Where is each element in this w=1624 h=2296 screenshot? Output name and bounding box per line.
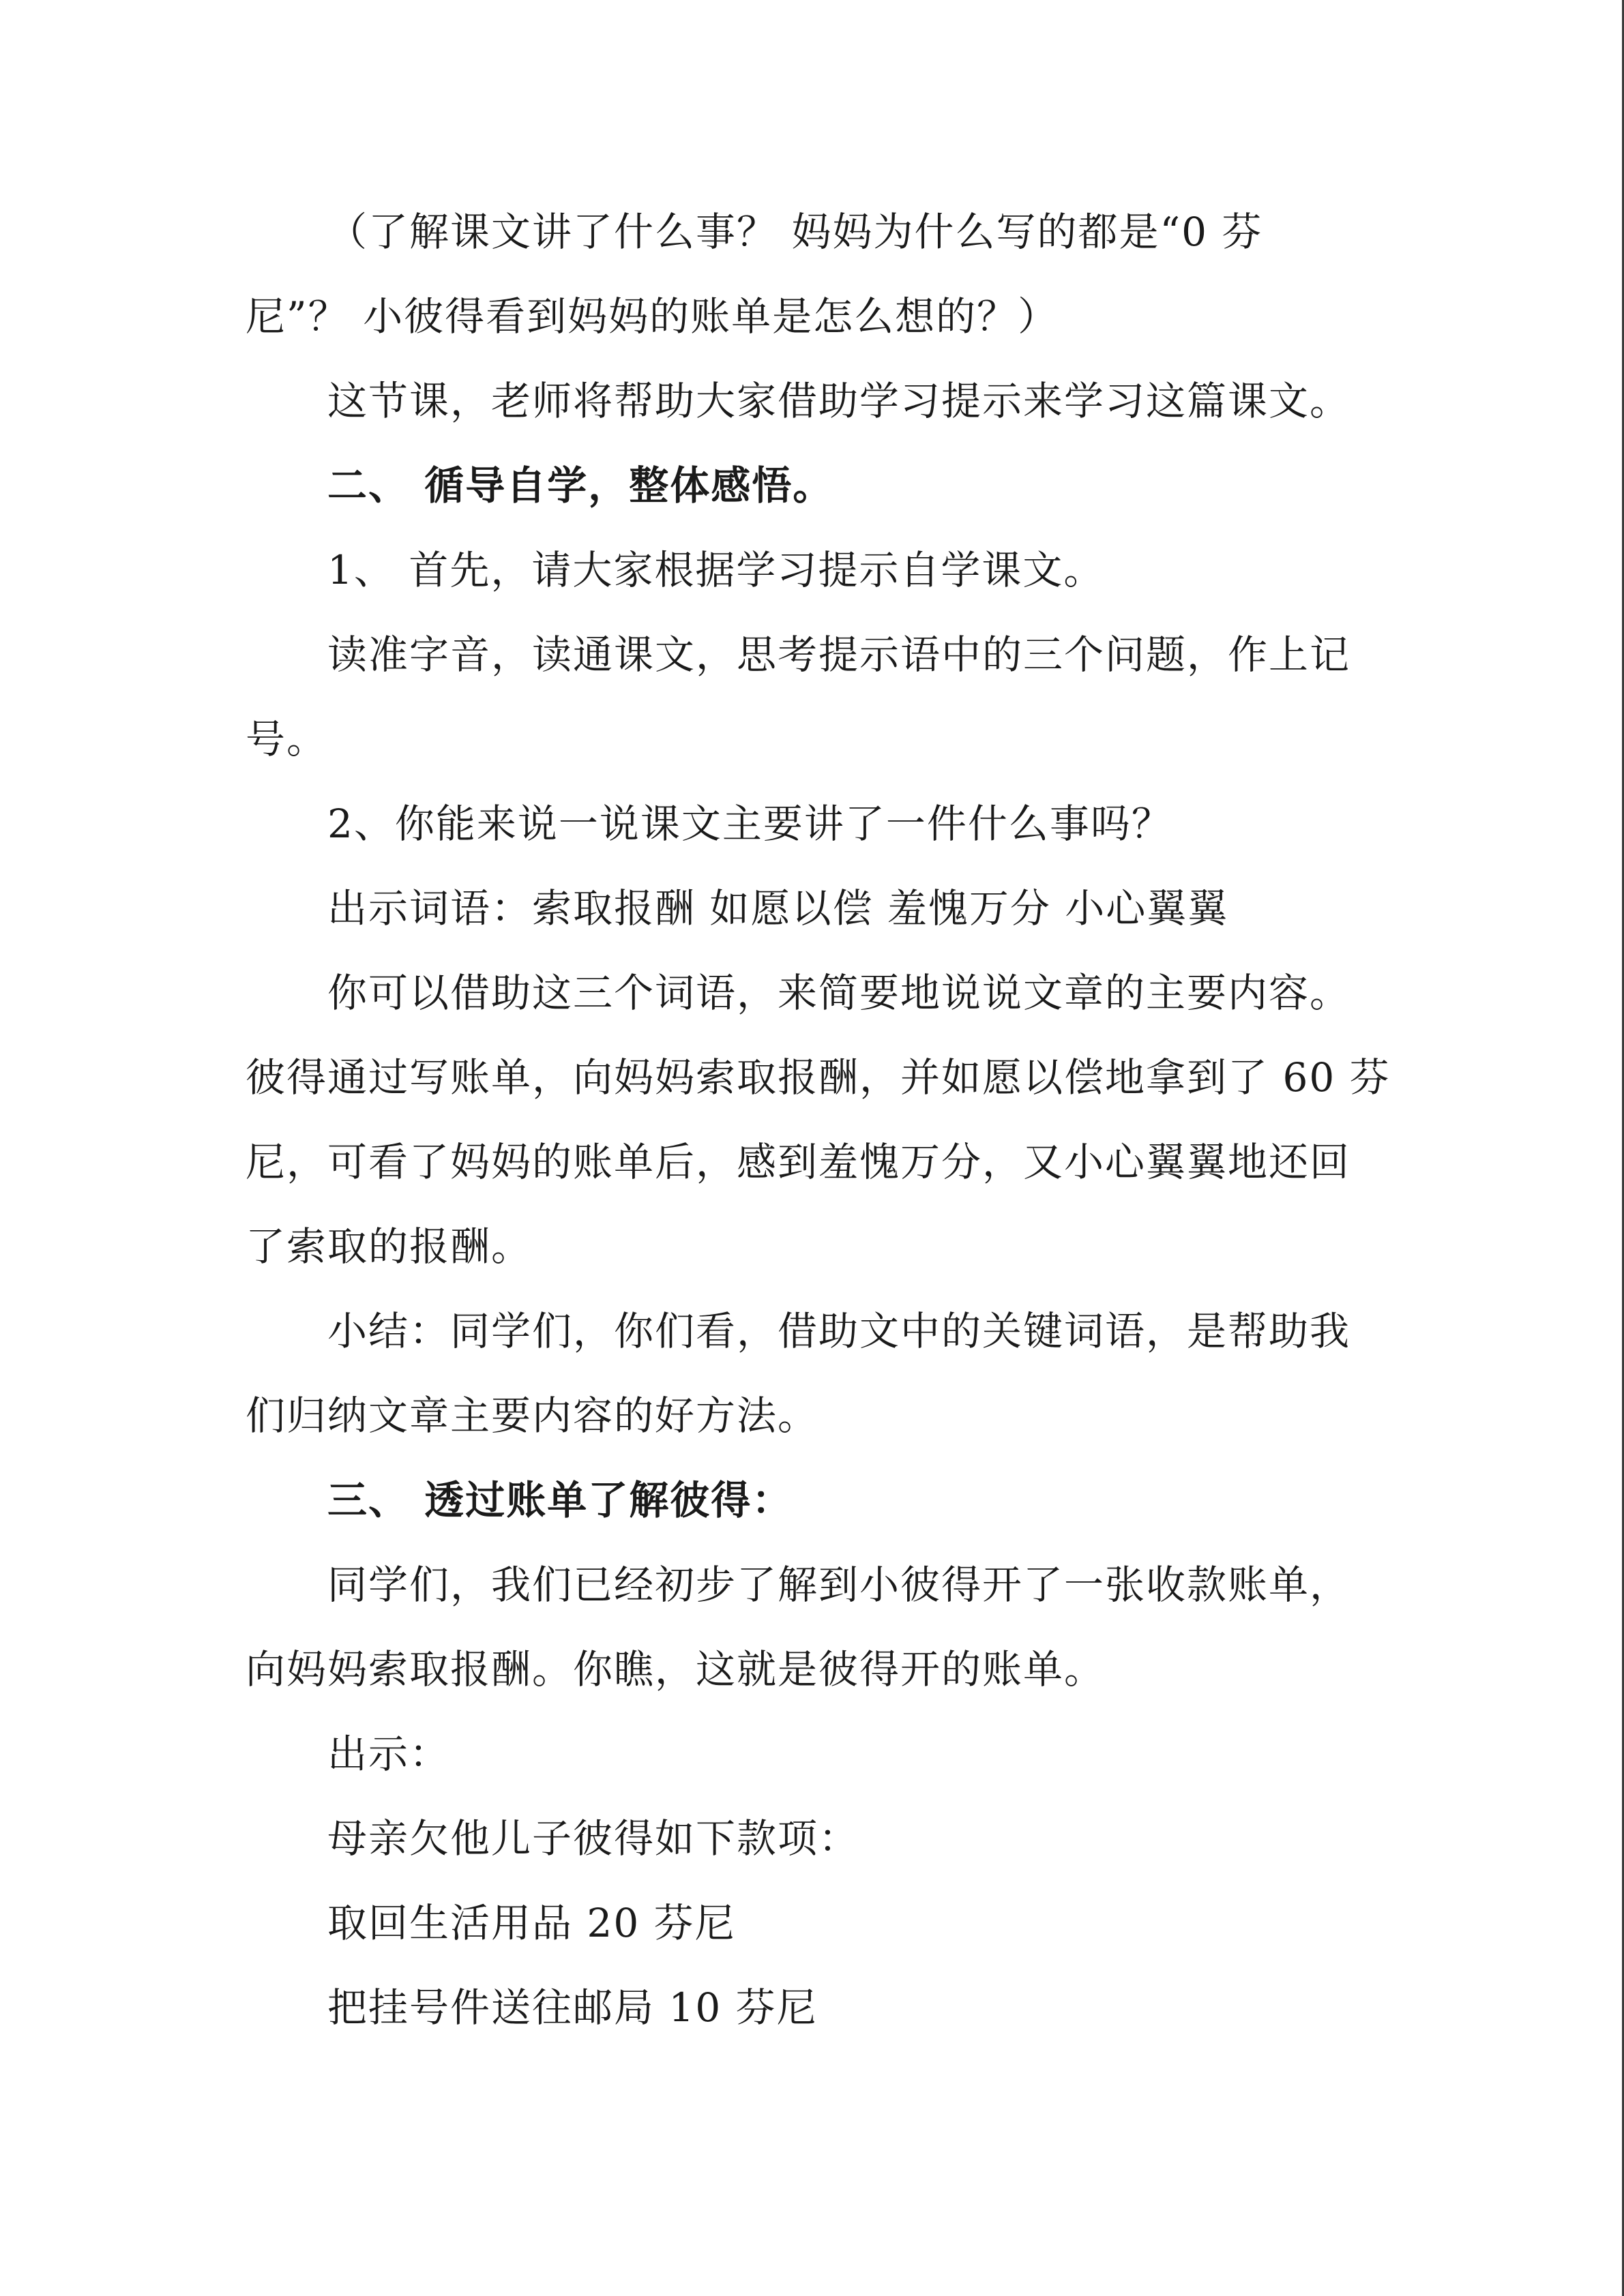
paragraph-line: 读准字音，读通课文，思考提示语中的三个问题，作上记: [327, 631, 1351, 678]
paragraph-line: 出示：: [327, 1731, 451, 1777]
paragraph-line: 小结：同学们，你们看，借助文中的关键词语，是帮助我: [327, 1308, 1351, 1354]
paragraph-line: 彼得通过写账单，向妈妈索取报酬，并如愿以偿地拿到了 60 芬: [246, 1054, 1391, 1101]
paragraph-line: （了解课文讲了什么事？ 妈妈为什么写的都是“0 芬: [327, 209, 1263, 255]
paragraph-line: 这节课，老师将帮助大家借助学习提示来学习这篇课文。: [327, 378, 1351, 424]
paragraph-line: 同学们，我们已经初步了解到小彼得开了一张收款账单，: [327, 1562, 1351, 1608]
paragraph-line: 1、 首先，请大家根据学习提示自学课文。: [327, 547, 1105, 593]
paragraph-line: 你可以借助这三个词语，来简要地说说文章的主要内容。: [327, 970, 1351, 1016]
bill-item: 把挂号件送往邮局 10 芬尼: [327, 1984, 818, 2031]
section-heading: 三、 透过账单了解彼得：: [327, 1477, 793, 1523]
bill-item: 取回生活用品 20 芬尼: [327, 1900, 736, 1946]
paragraph-line: 母亲欠他儿子彼得如下款项：: [327, 1815, 860, 1862]
paragraph-line: 2、你能来说一说课文主要讲了一件什么事吗？: [327, 801, 1172, 847]
section-heading: 二、 循导自学，整体感悟。: [327, 462, 834, 509]
paragraph-line: 号。: [246, 716, 328, 762]
paragraph-line: 出示词语：索取报酬 如愿以偿 羞愧万分 小心翼翼: [327, 885, 1229, 931]
paragraph-line: 尼”？ 小彼得看到妈妈的账单是怎么想的？）: [246, 293, 1059, 340]
paragraph-line: 了索取的报酬。: [246, 1223, 533, 1270]
paragraph-line: 尼，可看了妈妈的账单后，感到羞愧万分，又小心翼翼地还回: [246, 1139, 1351, 1185]
paragraph-line: 们归纳文章主要内容的好方法。: [246, 1392, 819, 1439]
paragraph-line: 向妈妈索取报酬。你瞧，这就是彼得开的账单。: [246, 1646, 1106, 1693]
